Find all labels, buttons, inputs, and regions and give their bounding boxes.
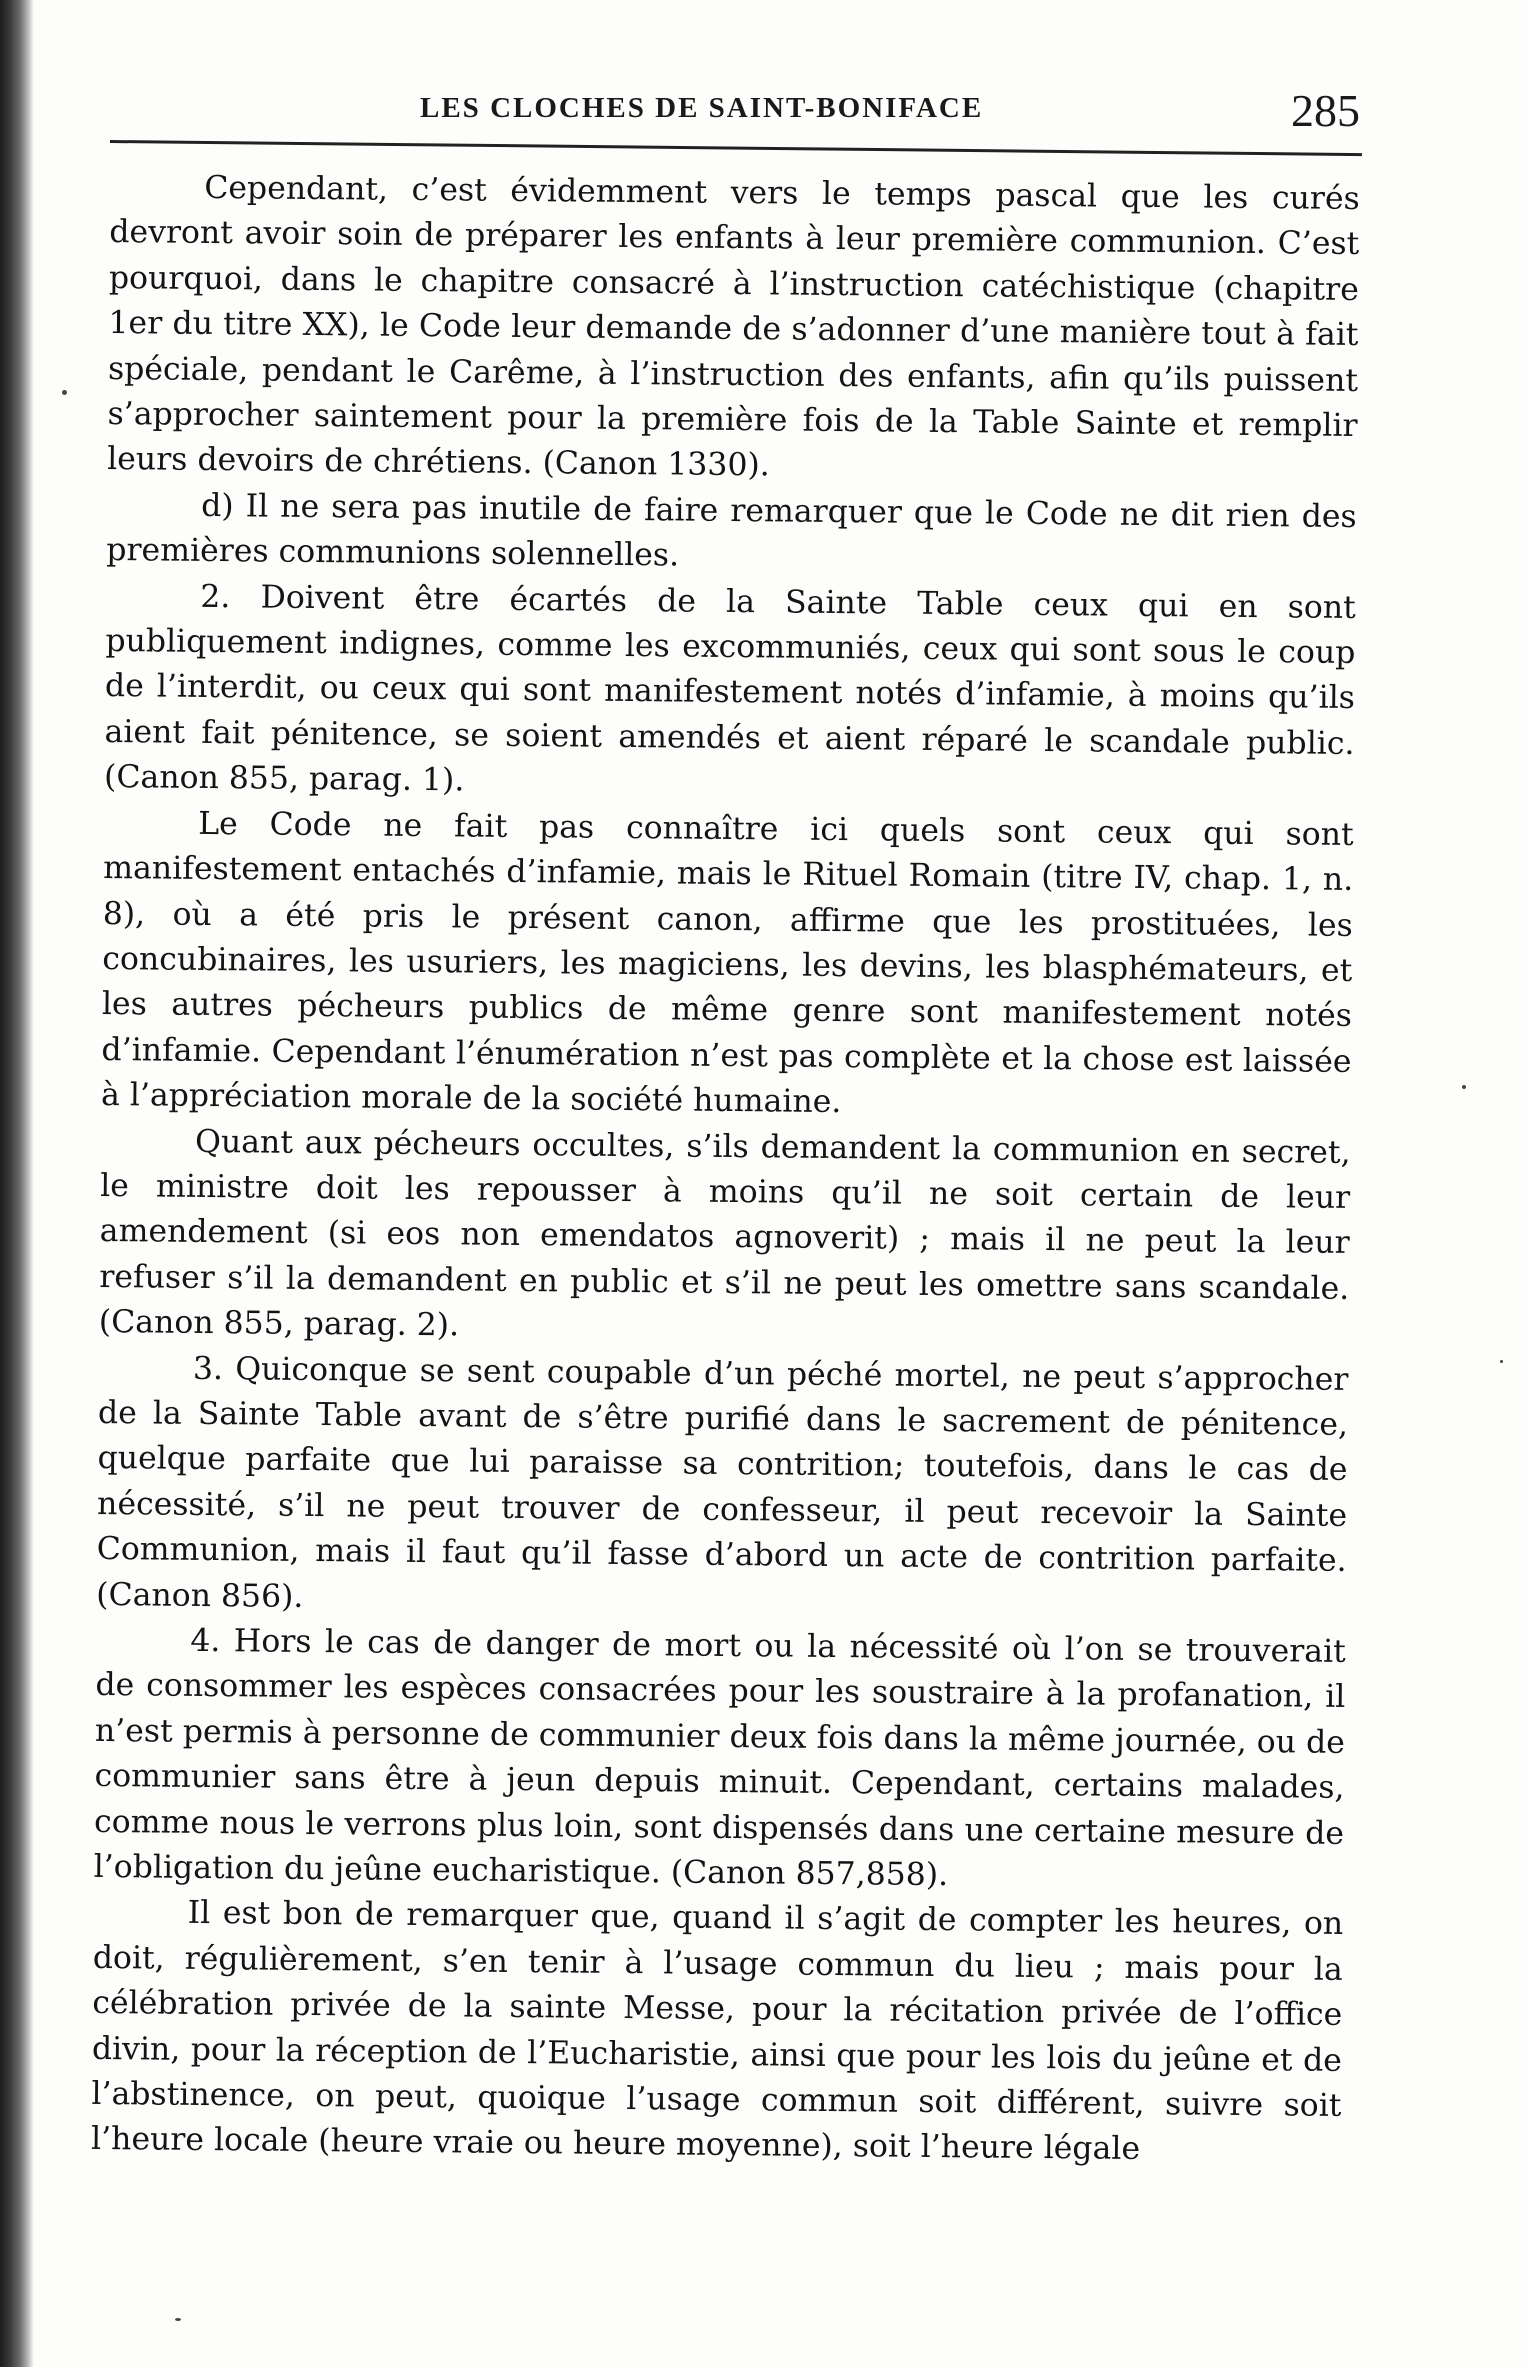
page-header <box>110 84 1360 144</box>
page-number: 285 <box>1291 85 1360 136</box>
running-title: LES CLOCHES DE SAINT-BONIFACE <box>420 92 984 124</box>
scan-speck <box>62 390 67 395</box>
paragraph: 3. Quiconque se sent coupable d’un péché mortel, ne peut s’approcher de la Sainte Table avant de s’être purifié dans le sacrement de pénitence, quelque parfaite que lui paraisse sa contrition; toutefois, dans le cas de nécessité, s’il ne peut trouver de confesseur, il peut recevoir la Sainte Communion, mais il faut qu’il fasse d’abord un acte de contrition parfaite. (Canon 856). <box>96 1350 1349 1615</box>
paragraph: Il est bon de remarquer que, quand il s’agit de compter les heures, on doit, régulièrement, s’en tenir à l’usage commun du lieu ; mais pour la célébration privée de la sainte Messe, pour la récitation privée de l’office divin, pour la réception de l’Eucharistie, ainsi que pour les lois du jeûne et de l’abstinence, on peut, quoique l’usage commun soit différent, suivre soit l’heure locale (heure vraie ou heure moyenne), soit l’heure légale <box>90 1895 1344 2168</box>
paragraph: Quant aux pécheurs occultes, s’ils demandent la communion en secret, le ministre doit les repousser à moins qu’il ne soit certain de leur amendement (si eos non emendatos agnoverit) ; mais il ne peut la leur refuser s’il la demandent en public et s’il ne peut les omettre sans scandale. (Canon 855, parag. 2). <box>98 1123 1351 1344</box>
paragraph: d) Il ne sera pas inutile de faire remarquer que le Code ne dit rien des premières communions solennelles. <box>106 487 1357 574</box>
paragraph: Le Code ne fait pas connaître ici quels sont ceux qui sont manifestement entachés d’infamie, mais le Rituel Romain (titre IV, chap. 1, n. 8), où a été pris le présent canon, affirme que les prostituées, les concubinaires, les usuriers, les magiciens, les devins, les blasphémateurs, et les autres pécheurs publics de même genre sont manifestement notés d’infamie. Cependant l’énumération n’est pas complète et la chose est laissée à l’appréciation morale de la société humaine. <box>100 805 1354 1121</box>
paragraph: Cependant, c’est évidemment vers le temps pascal que les curés devront avoir soin de préparer les enfants à leur première communion. C’est pourquoi, dans le chapitre consacré à l’instruction catéchistique (chapitre 1er du titre XX), le Code leur demande de s’adonner d’une manière tout à fait spéciale, pendant le Carême, à l’instruction des enfants, afin qu’ils puissent s’approcher saintement pour la première fois de la Table Sainte et remplir leurs devoirs de chrétiens. (Canon 1330). <box>107 169 1360 484</box>
scan-speck <box>175 2318 181 2321</box>
binding-edge <box>0 0 34 2367</box>
scan-speck <box>1500 1360 1503 1363</box>
paragraph: 4. Hors le cas de danger de mort ou la nécessité où l’on se trouverait de consommer les espèces consacrées pour les soustraire à la profanation, il n’est permis à personne de communier deux fois dans la même journée, ou de communier sans être à jeun depuis minuit. Cependant, certains malades, comme nous le verrons plus loin, sont dispensés dans une certaine mesure de l’obligation du jeûne eucharistique. (Canon 857,858). <box>93 1622 1346 1894</box>
scan-speck <box>1462 1085 1466 1089</box>
paragraph: 2. Doivent être écartés de la Sainte Table ceux qui en sont publiquement indignes, comme les excommuniés, ceux qui sont sous le coup de l’interdit, ou ceux qui sont manifestement notés d’infamie, à moins qu’ils aient fait pénitence, se soient amendés et aient réparé le scandale public. (Canon 855, parag. 1). <box>103 578 1356 799</box>
body-text <box>91 165 1360 2175</box>
